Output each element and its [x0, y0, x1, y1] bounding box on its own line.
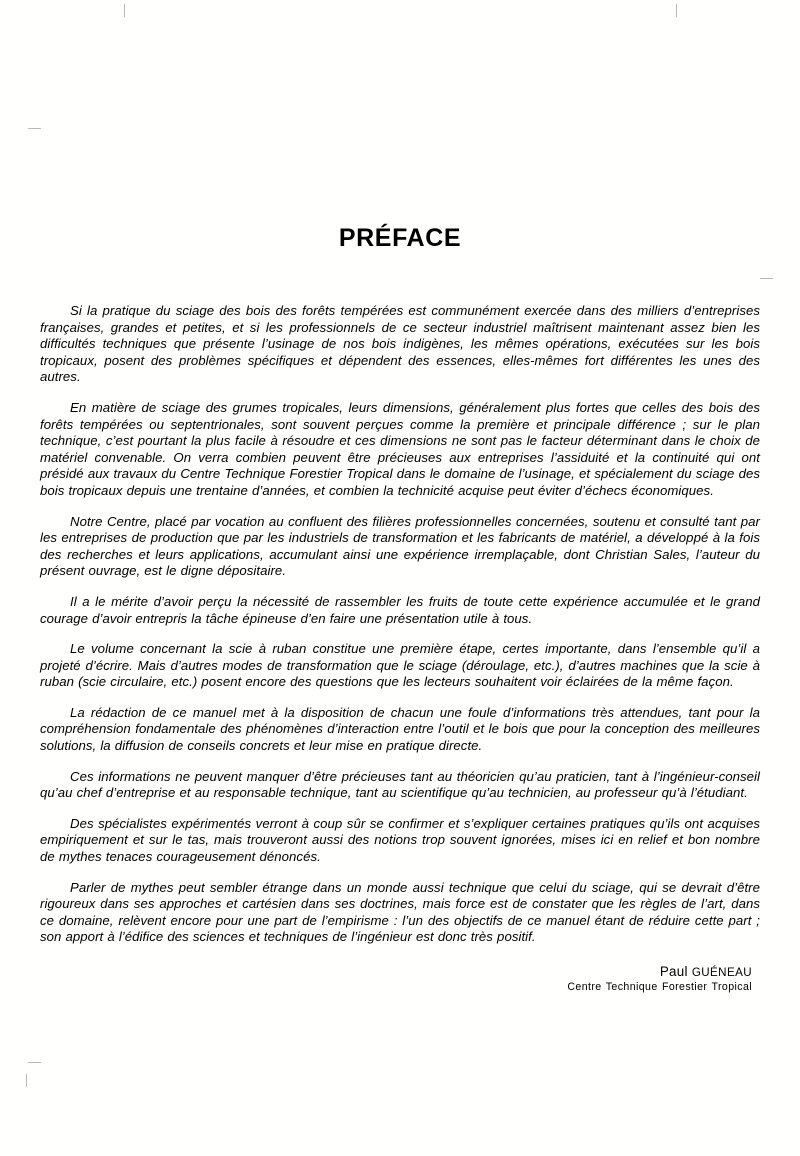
signature-organization: Centre Technique Forestier Tropical	[567, 981, 752, 993]
preface-body	[40, 303, 760, 946]
signature-first-name: Paul	[659, 964, 692, 979]
paragraph: Il a le mérite d’avoir perçu la nécessité de rassembler les fruits de toute cette expérience accumulée et le grand courage d’avoir entrepris la tâche épineuse d’en faire une présentation utile à tous.	[40, 593, 760, 626]
paragraph: Notre Centre, placé par vocation au confluent des filières professionnelles concernées, soutenu et consulté tant par les entreprises de production que par les industriels de transformation et les fabricants de matériel, a développé à la fois des recherches et leurs applications, accumulant ainsi une expérience irremplaçable, dont Christian Sales, l’auteur du présent ouvrage, est le digne dépositaire.	[40, 513, 760, 579]
paragraph: Des spécialistes expérimentés verront à coup sûr se confirmer et s’expliquer certaines pratiques qu’ils ont acquises empiriquement et sur le tas, mais trouveront aussi des notions trop souvent ignorées, mises ici en relief et bon nombre de mythes tenaces courageusement dénoncés.	[40, 815, 760, 865]
signature-block	[40, 964, 760, 993]
signature-name	[40, 964, 752, 979]
paragraph: La rédaction de ce manuel met à la disposition de chacun une foule d’informations très attendues, tant pour la compréhension fondamentale des phénomènes d’interaction entre l’outil et le bois que pour la conception des meilleures solutions, la diffusion de conseils concrets et leur mise en pratique directe.	[40, 704, 760, 754]
signature-last-name: GUÉNEAU	[691, 966, 752, 979]
paragraph: Parler de mythes peut sembler étrange dans un monde aussi technique que celui du sciage, qui se devrait d’être rigoureux dans ses approches et cartésien dans ses doctrines, mais force est de constater que les règles de l’art, dans ce domaine, relèvent encore pour une part de l’empirisme : l’un des objectifs de ce manuel étant de réduire cette part ; son apport à l’édifice des sciences et techniques de l’ingénieur est donc très positif.	[40, 879, 760, 945]
page-title: PRÉFACE	[338, 224, 462, 252]
document-content	[40, 0, 760, 993]
crop-mark-right-upper	[760, 278, 773, 279]
paragraph: Ces informations ne peuvent manquer d’être précieuses tant au théoricien qu’au praticien, tant à l’ingénieur-conseil qu’au chef d’entreprise et au responsable technique, tant au scientifique qu’au technicien, au professeur qu’à l’étudiant.	[40, 768, 760, 801]
paragraph: Si la pratique du sciage des bois des forêts tempérées est communément exercée dans des milliers d’entreprises françaises, grandes et petites, et si les professionnels de ce secteur industriel maîtrisent maintenant assez bien les difficultés techniques que présente l’usinage de nos bois indigènes, les mêmes opérations, exécutées sur les bois tropicaux, posent des problèmes spécifiques et dépendent des essences, elles-mêmes fort différentes les unes des autres.	[40, 303, 760, 385]
crop-mark-bottom-left	[26, 1074, 27, 1087]
paragraph: En matière de sciage des grumes tropicales, leurs dimensions, généralement plus fortes que celles des bois des forêts tempérées ou septentrionales, sont souvent perçues comme la première et principale différence ; sur le plan technique, c’est pourtant la plus facile à résoudre et ces dimensions ne sont pas le facteur déterminant dans le choix de matériel convenable. On verra combien peuvent être précieuses aux entreprises l’assiduité et la continuité qui ont présidé aux travaux du Centre Technique Forestier Tropical dans le domaine de l’usinage, et spécialement du sciage des bois tropicaux depuis une trentaine d’années, et combien la technicité acquise peut éviter d’échecs économiques.	[40, 399, 760, 498]
paragraph: Le volume concernant la scie à ruban constitue une première étape, certes importante, dans l’ensemble qu’il a projeté d’écrire. Mais d’autres modes de transformation que le sciage (déroulage, etc.), d’autres machines que la scie à ruban (scie circulaire, etc.) posent encore des questions que les lecteurs souhaitent voir éclairées de la même façon.	[40, 641, 760, 690]
crop-mark-left-lower	[28, 1062, 41, 1063]
